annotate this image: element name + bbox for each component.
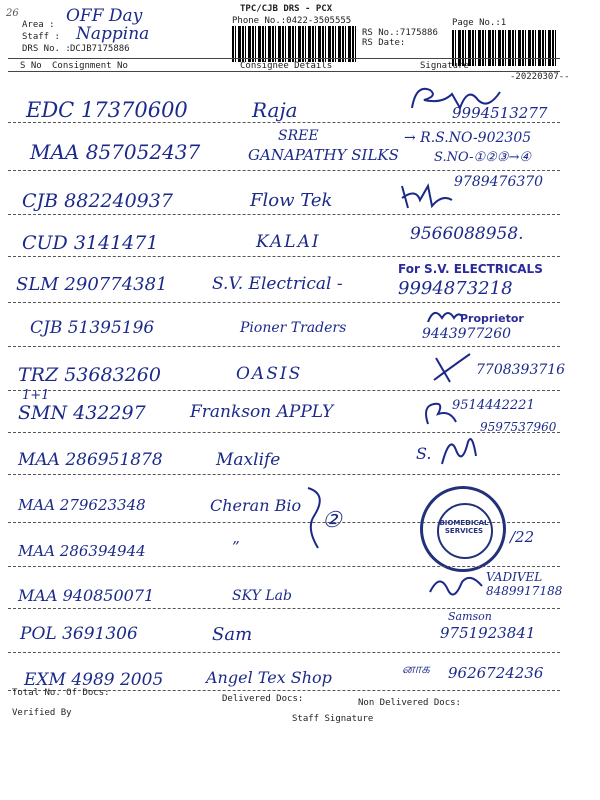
rs-date: RS Date: (362, 38, 406, 48)
row-2-consignment: MAA 857052437 (30, 140, 201, 164)
row-1-signature (408, 82, 504, 112)
row-8-phone2: 9597537960 (480, 420, 557, 434)
phone-number: Phone No.:0422-3505555 (232, 16, 352, 26)
row-6-divider (8, 346, 560, 347)
row-2-consignee-line1: SREE (278, 128, 319, 144)
row-1-divider (8, 122, 560, 123)
document-title: TPC/CJB DRS - PCX (240, 4, 333, 14)
verified-by-label: Verified By (12, 708, 72, 718)
barcode-left (232, 26, 356, 62)
row-8-consignee: Frankson APPLY (190, 402, 334, 422)
row-5-consignee: S.V. Electrical - (212, 274, 343, 294)
row-6-consignee: Pioner Traders (240, 320, 347, 336)
row-1-consignment: EDC 17370600 (26, 98, 188, 122)
staff-value: Nappina (76, 24, 150, 44)
area-value: OFF Day (66, 6, 143, 26)
drs-no-value: DCJB7175886 (70, 44, 130, 54)
row-14-signature: னாக (402, 662, 430, 677)
row-3-consignment: CJB 882240937 (22, 190, 173, 212)
row-11-divider (8, 566, 560, 567)
row-7-divider (8, 390, 560, 391)
company-round-stamp (420, 486, 506, 572)
delivered-docs-label: Delivered Docs: (222, 694, 304, 704)
non-delivered-docs-label: Non Delivered Docs: (358, 698, 461, 708)
row-11-note: /22 (510, 528, 535, 546)
column-signature: Signature (420, 61, 469, 71)
row-8-phone: 9514442221 (452, 398, 535, 413)
row-14-phone: 9626724236 (448, 664, 544, 682)
column-consignee-details: Consignee Details (240, 61, 333, 71)
row-9-divider (8, 474, 560, 475)
row-6-consignment: CJB 51395196 (30, 318, 155, 338)
row-2-divider (8, 170, 560, 171)
drs-no-label: DRS No. : (22, 44, 71, 54)
header-divider (8, 58, 560, 59)
row-2-note2: S.NO-①②③→④ (434, 150, 531, 165)
row-10-consignee: Cheran Bio (210, 496, 302, 515)
row-1-consignee: Raja (252, 98, 298, 122)
row-9-note: S. (416, 444, 432, 463)
row-12-note: VADIVEL (486, 570, 543, 584)
row-3-divider (8, 214, 560, 215)
row-12-divider (8, 608, 560, 609)
row-9-consignment: MAA 286951878 (18, 450, 163, 470)
row-13-note-line1: Samson (448, 610, 492, 623)
row-12-phone: 8489917188 (486, 584, 563, 598)
row-3-consignee: Flow Tek (250, 190, 333, 211)
row-12-signature (426, 570, 486, 604)
row-3-phone: 9789476370 (454, 174, 544, 190)
staff-signature-label: Staff Signature (292, 714, 374, 724)
row-14-consignee: Angel Tex Shop (206, 668, 332, 687)
row-4-consignee: KALAI (256, 232, 321, 252)
row-4-consignment: CUD 3141471 (22, 232, 159, 254)
row-10-note: ② (322, 508, 342, 533)
row-7-signature (430, 350, 474, 384)
row-12-consignment: MAA 940850071 (18, 586, 155, 605)
total-docs-label: Total No. Of Docs: (12, 688, 110, 698)
row-7-phone: 7708393716 (476, 362, 566, 378)
row-2-consignee: GANAPATHY SILKS (248, 146, 399, 164)
row-8-prefix: 1+1 (22, 388, 50, 403)
column-consignment-no: Consignment No (52, 61, 128, 71)
row-9-signature (436, 430, 480, 470)
row-4-divider (8, 256, 560, 257)
row-4-phone: 9566088958. (410, 224, 524, 244)
stamp-text: BIOMEDICAL SERVICES (439, 519, 489, 535)
row-13-consignment: POL 3691306 (20, 624, 138, 644)
area-label: Area : (22, 20, 55, 30)
row-6-phone: 9443977260 (422, 326, 512, 342)
staff-label: Staff : (22, 32, 60, 42)
row-5-divider (8, 302, 560, 303)
row-1-phone: 9994513277 (452, 104, 548, 122)
row-11-consignment: MAA 286394944 (18, 542, 146, 560)
row-6-signature (424, 304, 464, 326)
row-7-consignee: OASIS (236, 364, 303, 384)
date-stamp: -20220307-- (510, 72, 570, 82)
page-number: Page No.:1 (452, 18, 507, 28)
row-11-consignee: ” (232, 538, 240, 556)
column-sno: S No (20, 61, 42, 71)
row-13-phone: 9751923841 (440, 624, 536, 642)
rs-number: RS No.:7175886 (362, 28, 438, 38)
row-3-signature (398, 180, 456, 212)
row-5-stamp: For S.V. ELECTRICALS (398, 262, 543, 276)
row-2-note: → R.S.NO-902305 (404, 130, 532, 146)
row-5-phone: 9994873218 (398, 278, 513, 299)
row-12-consignee: SKY Lab (232, 588, 292, 604)
row-14-consignment: EXM 4989 2005 (24, 670, 164, 690)
row-13-consignee: Sam (212, 624, 253, 645)
row-10-consignment: MAA 279623348 (18, 496, 146, 514)
row-13-divider (8, 652, 560, 653)
row-6-stamp: Proprietor (460, 312, 524, 325)
row-8-consignment: SMN 432297 (18, 402, 146, 424)
row-7-consignment: TRZ 53683260 (18, 364, 161, 386)
top-left-mark: 26 (6, 8, 19, 19)
row-9-consignee: Maxlife (216, 450, 281, 470)
row-5-consignment: SLM 290774381 (16, 274, 168, 295)
column-divider (8, 71, 560, 72)
